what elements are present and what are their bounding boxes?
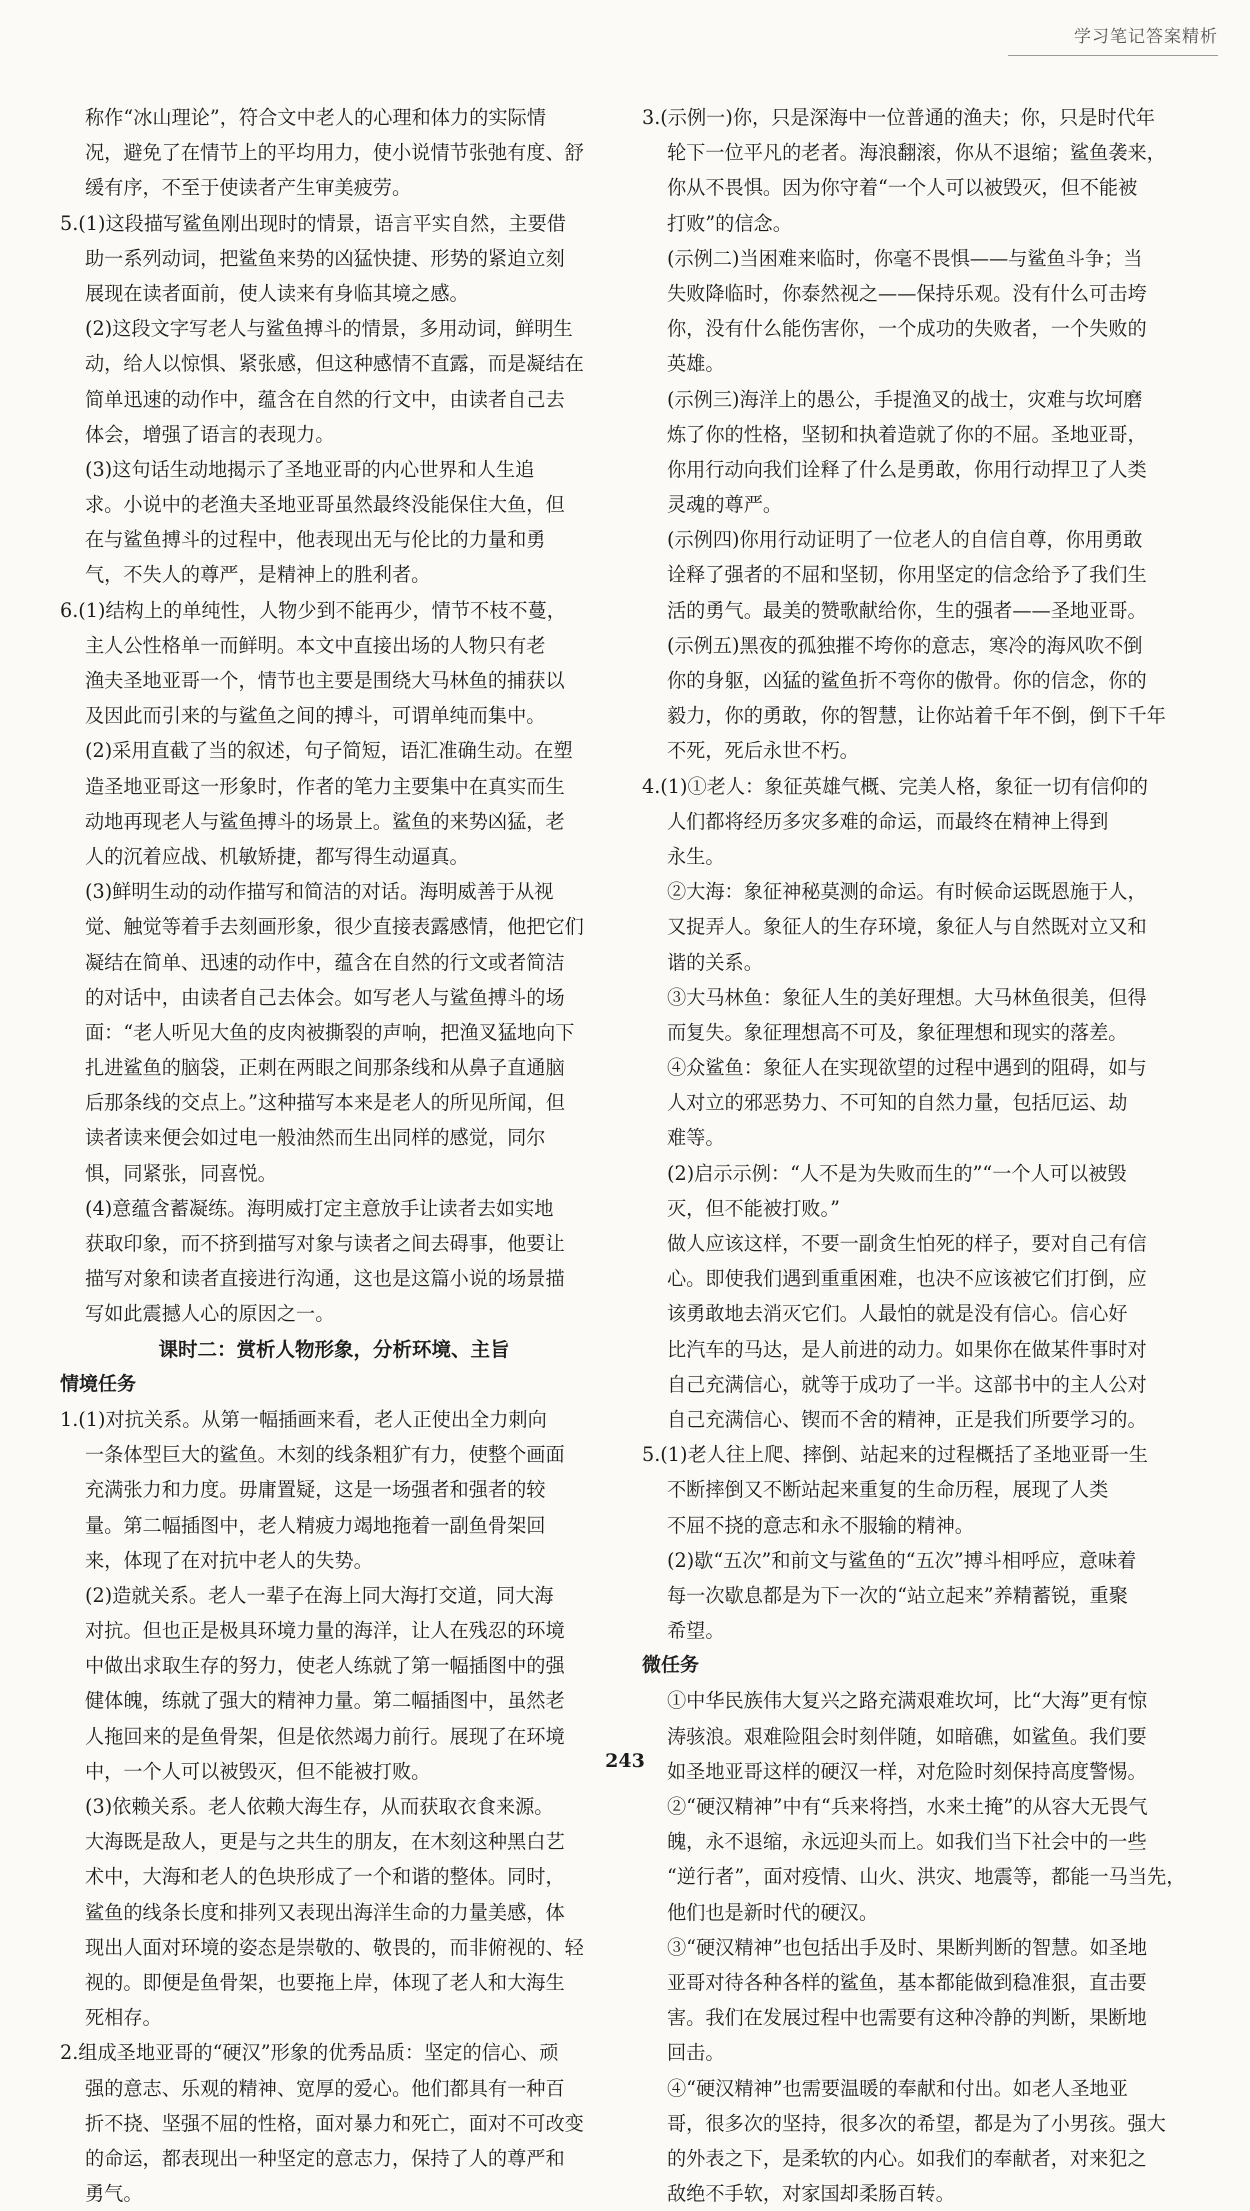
text-line: 视的。即便是鱼骨架，也要拖上岸，体现了老人和大海生 xyxy=(85,1970,565,1994)
text-line: 读者读来便会如过电一般油然而生出同样的感觉，同尔 xyxy=(85,1126,546,1150)
text-line: 动，给人以惊惧、紧张感，但这种感情不直露，而是凝结在 xyxy=(85,352,584,376)
text-line: 你的身躯，凶猛的鲨鱼折不弯你的傲骨。你的信念，你的 xyxy=(667,669,1147,692)
text-line: 打败”的信念。 xyxy=(667,211,792,235)
text-line: 凝结在简单、迅速的动作中，蕴含在自然的行文或者简洁 xyxy=(85,950,565,974)
text-line: 4.(1)①老人：象征英雄气概、完美人格，象征一切有信仰的 xyxy=(642,774,1148,798)
text-line: 回击。 xyxy=(667,2041,725,2065)
text-line: 永生。 xyxy=(667,844,725,868)
text-line: 心。即使我们遇到重重困难，也决不应该被它们打倒，应 xyxy=(667,1267,1147,1291)
text-line: 术中，大海和老人的色块形成了一个和谐的整体。同时， xyxy=(85,1865,565,1889)
text-line: 炼了你的性格，坚韧和执着造就了你的不屈。圣地亚哥， xyxy=(667,422,1147,446)
section-title: 课时二：赏析人物形象，分析环境、主旨 xyxy=(158,1337,510,1361)
text-line: 而复失。象征理想高不可及，象征理想和现实的落差。 xyxy=(667,1020,1128,1044)
text-line: 折不挠、坚强不屈的性格，面对暴力和死亡，面对不可改变 xyxy=(85,2111,584,2135)
text-line: 中做出求取生存的努力，使老人练就了第一幅插图中的强 xyxy=(85,1654,565,1678)
text-line: ④“硬汉精神”也需要温暖的奉献和付出。如老人圣地亚 xyxy=(667,2076,1128,2100)
text-line: 失败降临时，你泰然视之——保持乐观。没有什么可击垮 xyxy=(667,281,1147,305)
text-line: 助一系列动词，把鲨鱼来势的凶猛快捷、形势的紧迫立刻 xyxy=(85,246,565,270)
text-line: 惧，同紧张，同喜悦。 xyxy=(85,1161,277,1185)
text-line: ①中华民族伟大复兴之路充满艰难坎坷，比“大海”更有惊 xyxy=(667,1689,1148,1713)
text-line: 获取印象，而不挤到描写对象与读者之间去碍事，他要让 xyxy=(85,1232,565,1255)
text-line: 写如此震撼人心的原因之一。 xyxy=(85,1302,335,1326)
text-line: 3.(示例一)你，只是深海中一位普通的渔夫；你，只是时代年 xyxy=(642,106,1155,129)
text-line: 的外表之下，是柔软的内心。如我们的奉献者，对来犯之 xyxy=(667,2146,1147,2170)
text-line: ③“硬汉精神”也包括出手及时、果断判断的智慧。如圣地 xyxy=(667,1935,1148,1959)
page-number: 243 xyxy=(605,1750,645,1772)
text-line: 量。第二幅插图中，老人精疲力竭地拖着一副鱼骨架回 xyxy=(85,1513,546,1537)
text-line: 充满张力和力度。毋庸置疑，这是一场强者和强者的较 xyxy=(85,1478,546,1502)
text-line: 诠释了强者的不屈和坚韧，你用坚定的信念给予了我们生 xyxy=(667,563,1147,587)
text-line: 活的勇气。最美的赞歌献给你，生的强者——圣地亚哥。 xyxy=(667,598,1147,622)
text-line: 及因此而引来的与鲨鱼之间的搏斗，可谓单纯而集中。 xyxy=(85,704,546,728)
text-line: 人对立的邪恶势力、不可知的自然力量，包括厄运、劫 xyxy=(667,1091,1128,1115)
text-line: 现出人面对环境的姿态是崇敬的、敬畏的，而非俯视的、轻 xyxy=(85,1935,584,1959)
text-line: 一条体型巨大的鲨鱼。木刻的线条粗犷有力，使整个画面 xyxy=(85,1443,565,1467)
text-line: (4)意蕴含蓄凝练。海明威打定主意放手让读者去如实地 xyxy=(85,1196,554,1220)
text-line: 的命运，都表现出一种坚定的意志力，保持了人的尊严和 xyxy=(85,2146,565,2170)
text-line: (3)依赖关系。老人依赖大海生存，从而获取衣食来源。 xyxy=(85,1795,554,1818)
text-line: (示例五)黑夜的孤独摧不垮你的意志，寒冷的海风吹不倒 xyxy=(667,633,1143,657)
text-line: 简单迅速的动作中，蕴含在自然的行文中，由读者自己去 xyxy=(85,387,565,411)
running-header: 学习笔记答案精析 xyxy=(1074,27,1218,47)
text-line: 英雄。 xyxy=(667,352,725,376)
text-line: 主人公性格单一而鲜明。本文中直接出场的人物只有老 xyxy=(85,633,546,657)
text-line: 扎进鲨鱼的脑袋，正刺在两眼之间那条线和从鼻子直通脑 xyxy=(85,1056,565,1080)
text-line: “逆行者”，面对疫情、山火、洪灾、地震等，都能一马当先， xyxy=(667,1865,1186,1889)
text-line: 2.组成圣地亚哥的“硬汉”形象的优秀品质：坚定的信心、顽 xyxy=(60,2041,559,2065)
text-line: (3)这句话生动地揭示了圣地亚哥的内心世界和人生追 xyxy=(85,457,535,481)
text-line: 灵魂的尊严。 xyxy=(667,493,783,517)
text-line: 觉、触觉等着手去刻画形象，很少直接表露感情，他把它们 xyxy=(85,915,584,939)
text-line: 如圣地亚哥这样的硬汉一样，对危险时刻保持高度警惕。 xyxy=(667,1759,1147,1783)
text-line: 称作“冰山理论”，符合文中老人的心理和体力的实际情 xyxy=(85,106,546,129)
text-line: 体会，增强了语言的表现力。 xyxy=(85,422,335,446)
text-line: 他们也是新时代的硬汉。 xyxy=(667,1900,879,1924)
text-line: 自己充满信心、锲而不舍的精神，正是我们所要学习的。 xyxy=(667,1407,1147,1431)
text-line: 面：“老人听见大鱼的皮肉被撕裂的声响，把渔叉猛地向下 xyxy=(85,1020,575,1044)
left-column xyxy=(60,100,608,2211)
text-line: (示例四)你用行动证明了一位老人的自信自尊，你用勇敢 xyxy=(667,528,1143,552)
text-line: 求。小说中的老渔夫圣地亚哥虽然最终没能保住大鱼，但 xyxy=(85,493,565,517)
text-line: 气，不失人的尊严，是精神上的胜利者。 xyxy=(85,563,431,587)
text-line: 中，一个人可以被毁灭，但不能被打败。 xyxy=(85,1759,431,1783)
text-line: ③大马林鱼：象征人生的美好理想。大马林鱼很美，但得 xyxy=(667,985,1147,1009)
text-line: (2)歇“五次”和前文与鲨鱼的“五次”搏斗相呼应，意味着 xyxy=(667,1548,1137,1572)
text-line: (3)鲜明生动的动作描写和简洁的对话。海明威善于从视 xyxy=(85,880,554,904)
text-line: 缓有序，不至于使读者产生审美疲劳。 xyxy=(85,176,412,200)
text-line: 亚哥对待各种各样的鲨鱼，基本都能做到稳准狠，直击要 xyxy=(667,1970,1147,1994)
text-line: ②大海：象征神秘莫测的命运。有时候命运既恩施于人， xyxy=(667,880,1147,904)
text-line: 不断摔倒又不断站起来重复的生命历程，展现了人类 xyxy=(667,1478,1109,1502)
text-line: 你用行动向我们诠释了什么是勇敢，你用行动捍卫了人类 xyxy=(667,457,1147,481)
subsection-title: 微任务 xyxy=(642,1654,700,1677)
text-line: 对抗。但也正是极具环境力量的海洋，让人在残忍的环境 xyxy=(85,1619,565,1643)
text-line: 该勇敢地去消灭它们。人最怕的就是没有信心。信心好 xyxy=(667,1302,1128,1326)
text-line: ④众鲨鱼：象征人在实现欲望的过程中遇到的阻碍，如与 xyxy=(667,1056,1147,1080)
text-line: 后那条线的交点上。”这种描写本来是老人的所见所闻，但 xyxy=(85,1091,565,1115)
text-line: 毅力，你的勇敢，你的智慧，让你站着千年不倒，倒下千年 xyxy=(667,704,1166,728)
text-line: 强的意志、乐观的精神、宽厚的爱心。他们都具有一种百 xyxy=(85,2076,565,2100)
text-line: 人们都将经历多灾多难的命运，而最终在精神上得到 xyxy=(667,809,1109,833)
text-line: 不屈不挠的意志和永不服输的精神。 xyxy=(667,1513,974,1537)
right-column xyxy=(642,100,1190,2211)
text-line: ②“硬汉精神”中有“兵来将挡，水来土掩”的从容大无畏气 xyxy=(667,1795,1148,1818)
text-line: 敌绝不手软，对家国却柔肠百转。 xyxy=(667,2182,955,2206)
text-line: 谐的关系。 xyxy=(667,950,763,974)
text-line: 灭，但不能被打败。” xyxy=(667,1196,840,1220)
text-line: 大海既是敌人，更是与之共生的朋友，在木刻这种黑白艺 xyxy=(85,1830,565,1854)
text-line: 6.(1)结构上的单纯性，人物少到不能再少，情节不枝不蔓， xyxy=(60,598,566,622)
text-line: 自己充满信心，就等于成功了一半。这部书中的主人公对 xyxy=(667,1372,1147,1396)
text-line: 人拖回来的是鱼骨架，但是依然竭力前行。展现了在环境 xyxy=(85,1724,565,1748)
text-line: 希望。 xyxy=(667,1619,725,1643)
text-line: (示例二)当困难来临时，你毫不畏惧——与鲨鱼斗争；当 xyxy=(667,246,1143,270)
text-line: 5.(1)这段描写鲨鱼刚出现时的情景，语言平实自然，主要借 xyxy=(60,211,566,235)
header-rule xyxy=(1008,55,1218,56)
text-line: 来，体现了在对抗中老人的失势。 xyxy=(85,1548,373,1572)
text-line: 哥，很多次的坚持，很多次的希望，都是为了小男孩。强大 xyxy=(667,2111,1166,2135)
text-line: 动地再现老人与鲨鱼搏斗的场景上。鲨鱼的来势凶猛，老 xyxy=(85,809,565,833)
text-line: (2)造就关系。老人一辈子在海上同大海打交道，同大海 xyxy=(85,1583,554,1607)
text-line: 5.(1)老人往上爬、摔倒、站起来的过程概括了圣地亚哥一生 xyxy=(642,1443,1148,1467)
text-line: 不死，死后永世不朽。 xyxy=(667,739,859,763)
text-line: (示例三)海洋上的愚公，手提渔叉的战士，灾难与坎坷磨 xyxy=(667,387,1143,411)
text-line: 1.(1)对抗关系。从第一幅插画来看，老人正使出全力刺向 xyxy=(60,1407,547,1431)
text-line: 展现在读者面前，使人读来有身临其境之感。 xyxy=(85,281,469,305)
text-line: 在与鲨鱼搏斗的过程中，他表现出无与伦比的力量和勇 xyxy=(85,528,546,552)
text-line: 健体魄，练就了强大的精神力量。第二幅插图中，虽然老 xyxy=(85,1689,565,1713)
text-line: 造圣地亚哥这一形象时，作者的笔力主要集中在真实而生 xyxy=(85,774,565,798)
text-line: 做人应该这样，不要一副贪生怕死的样子，要对自己有信 xyxy=(667,1232,1147,1255)
text-line: 的对话中，由读者自己去体会。如写老人与鲨鱼搏斗的场 xyxy=(85,985,565,1009)
text-line: 况，避免了在情节上的平均用力，使小说情节张弛有度、舒 xyxy=(85,141,584,165)
subsection-title: 情境任务 xyxy=(60,1372,137,1395)
text-line: 描写对象和读者直接进行沟通，这也是这篇小说的场景描 xyxy=(85,1267,565,1291)
text-line: 涛骇浪。艰难险阻会时刻伴随，如暗礁，如鲨鱼。我们要 xyxy=(667,1724,1147,1748)
text-line: (2)这段文字写老人与鲨鱼搏斗的情景，多用动词，鲜明生 xyxy=(85,317,573,341)
text-line: (2)采用直截了当的叙述，句子简短，语汇准确生动。在塑 xyxy=(85,739,573,763)
text-line: 鲨鱼的线条长度和排列又表现出海洋生命的力量美感，体 xyxy=(85,1900,565,1924)
text-line: (2)启示示例：“人不是为失败而生的”“一个人可以被毁 xyxy=(667,1161,1127,1185)
text-line: 轮下一位平凡的老者。海浪翻滚，你从不退缩；鲨鱼袭来， xyxy=(667,141,1166,165)
text-line: 每一次歇息都是为下一次的“站立起来”养精蓄锐，重聚 xyxy=(667,1583,1128,1607)
text-line: 勇气。 xyxy=(85,2182,143,2206)
text-line: 魄，永不退缩，永远迎头而上。如我们当下社会中的一些 xyxy=(667,1830,1147,1854)
text-line: 又捉弄人。象征人的生存环境，象征人与自然既对立又和 xyxy=(667,915,1147,939)
text-line: 难等。 xyxy=(667,1126,725,1150)
text-line: 害。我们在发展过程中也需要有这种冷静的判断，果断地 xyxy=(667,2006,1147,2030)
text-line: 你，没有什么能伤害你，一个成功的失败者，一个失败的 xyxy=(667,317,1147,341)
text-line: 你从不畏惧。因为你守着“一个人可以被毁灭，但不能被 xyxy=(667,176,1138,200)
text-line: 人的沉着应战、机敏矫捷，都写得生动逼真。 xyxy=(85,844,469,868)
text-line: 比汽车的马达，是人前进的动力。如果你在做某件事时对 xyxy=(667,1337,1147,1361)
text-line: 渔夫圣地亚哥一个，情节也主要是围绕大马林鱼的捕获以 xyxy=(85,669,565,692)
text-line: 死相存。 xyxy=(85,2006,162,2030)
